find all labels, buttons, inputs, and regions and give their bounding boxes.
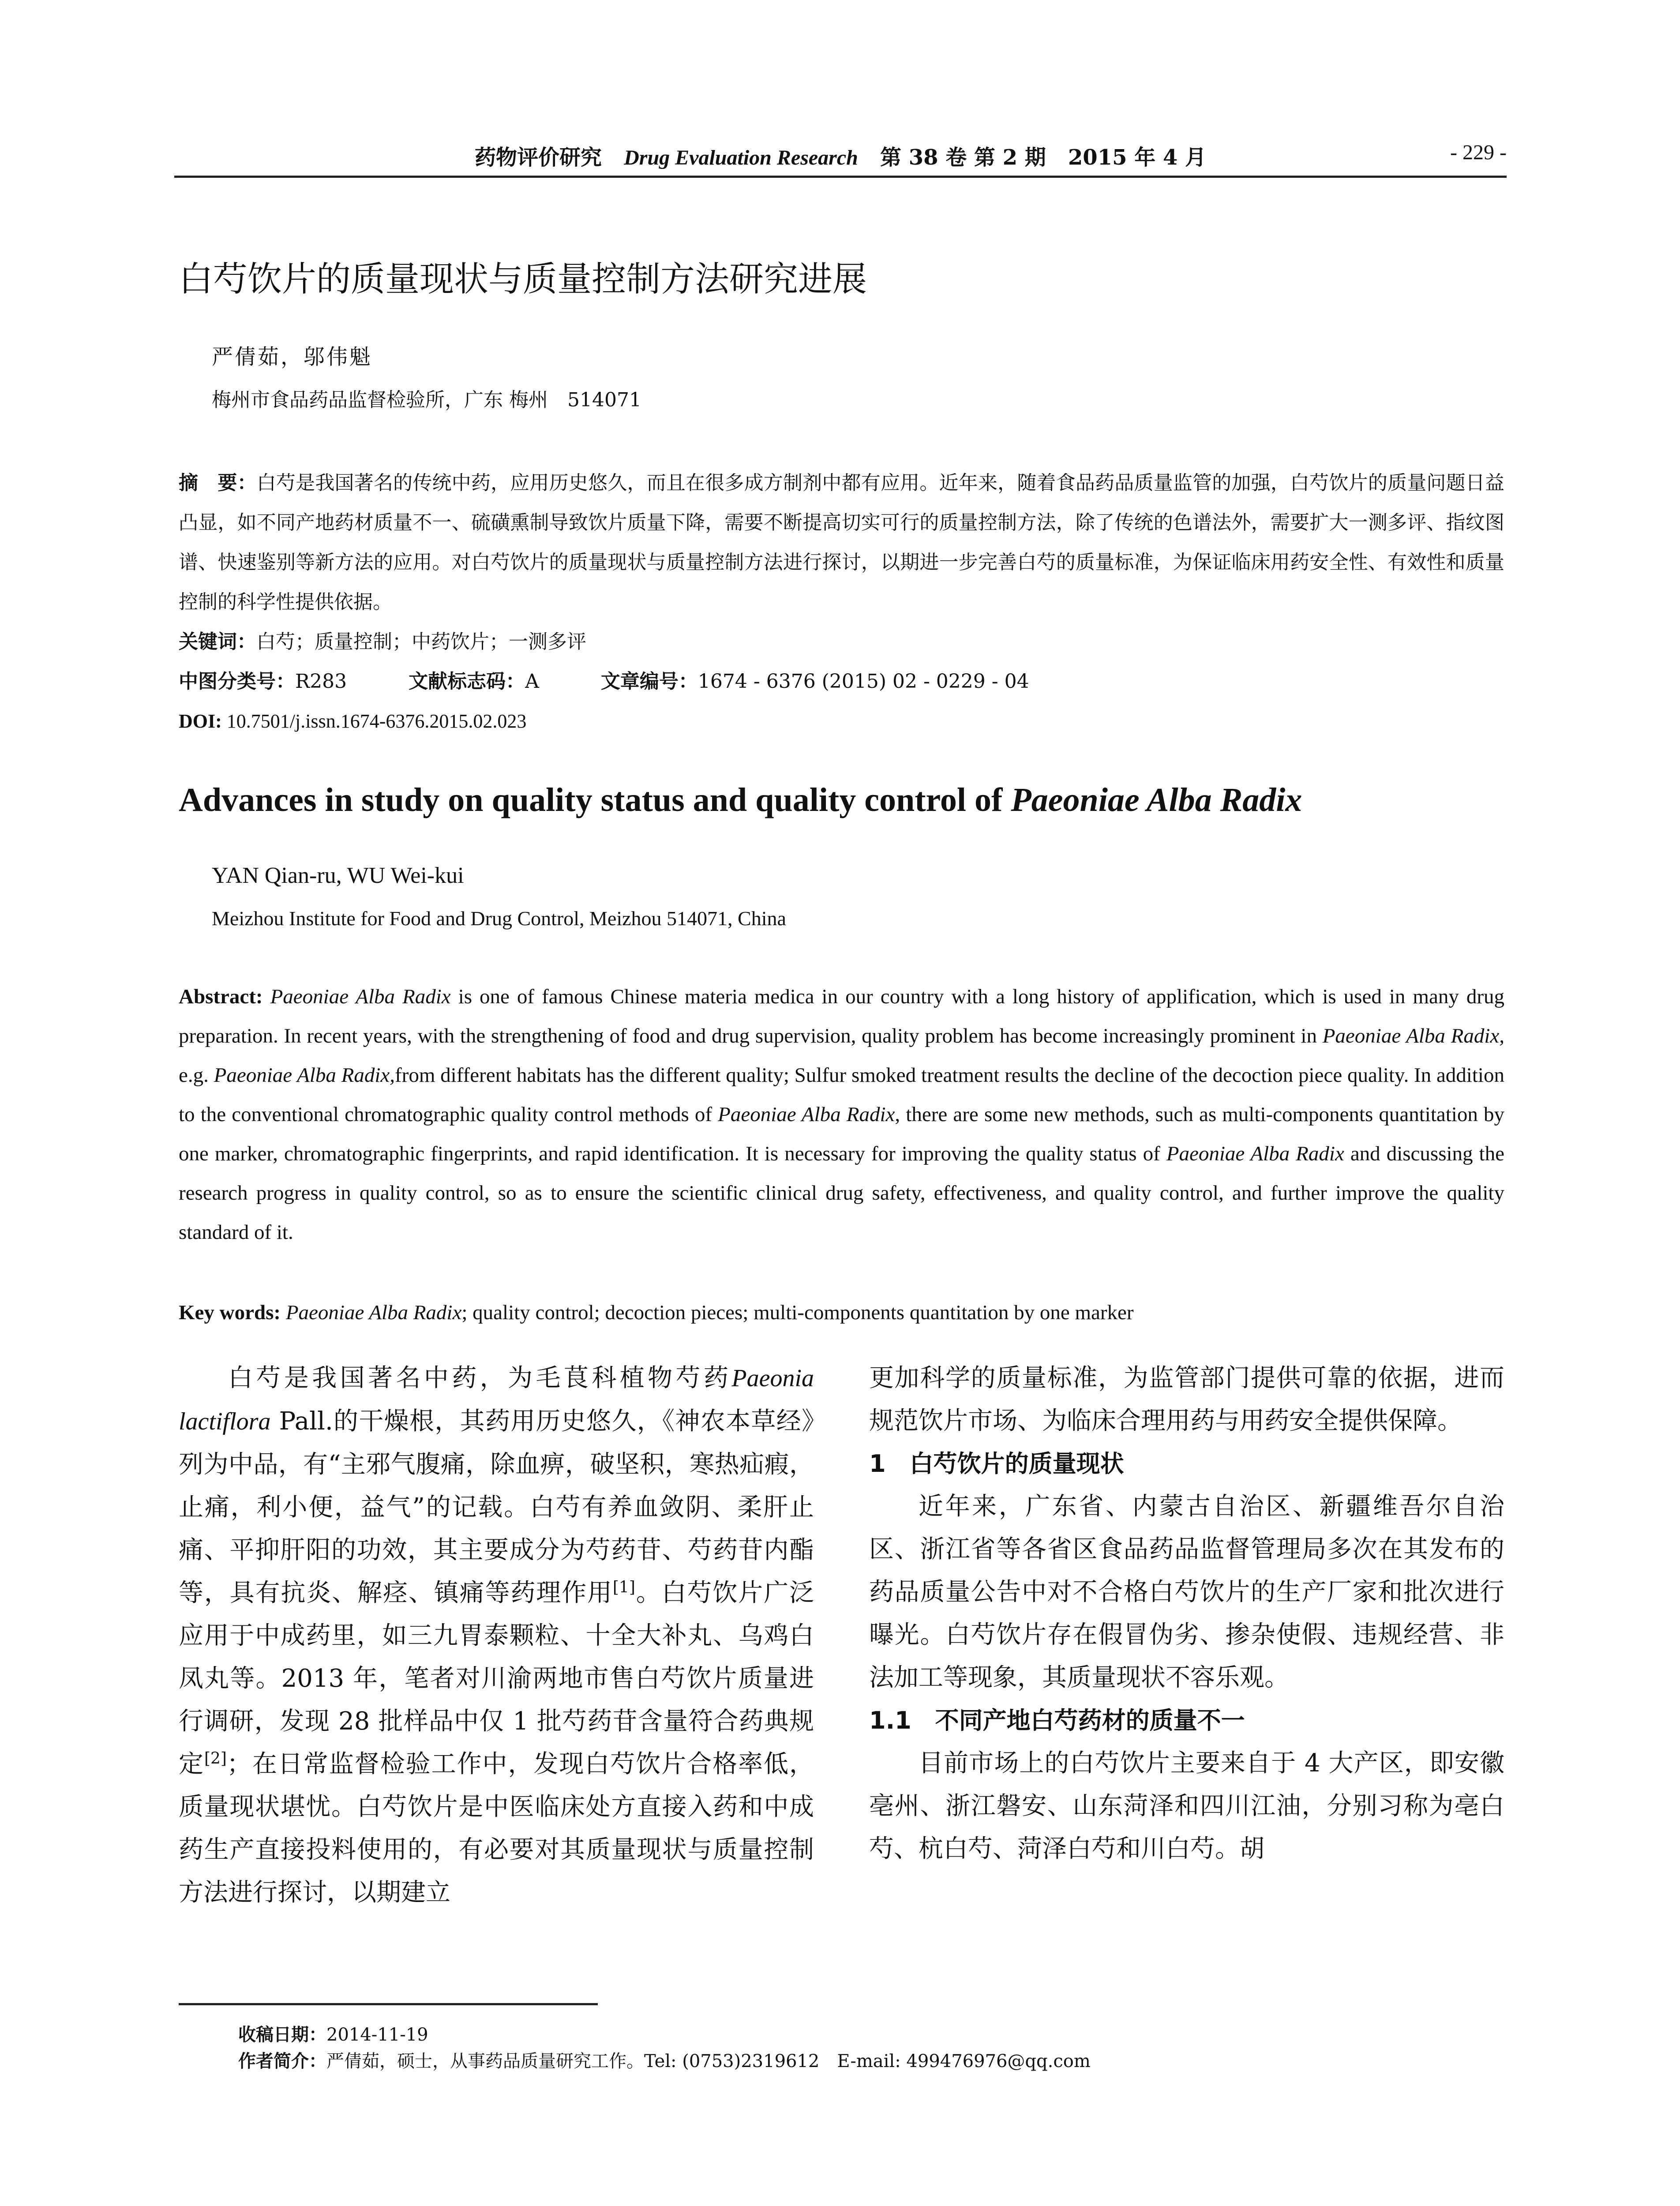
footnote-rule bbox=[179, 2003, 598, 2005]
herb-name: Paeoniae Alba Radix, bbox=[214, 1064, 395, 1087]
article-number bbox=[601, 662, 1029, 702]
class-number-value: R283 bbox=[295, 670, 347, 693]
journal-name-en: Drug Evaluation Research bbox=[624, 146, 858, 169]
abstract-en bbox=[179, 977, 1504, 1252]
page-number: - 229 - bbox=[1450, 141, 1507, 164]
paper-title-en bbox=[179, 781, 1302, 819]
abstract-text-en-5: and discussing the research progress in quality control, so as to ensure the scientific clinical drug safety, effectiveness, and quality control, and further improve the quality standard of it. bbox=[179, 1142, 1504, 1244]
journal-date: 2015 年 4 月 bbox=[1068, 145, 1207, 170]
article-number-label: 文章编号： bbox=[600, 670, 698, 693]
abstract-text-en-3: from different habitats has the different quality; Sulfur smoked treatment results the decline of the decoction piece quality. In addition to the conventional chromatographic quality control methods of bbox=[179, 1064, 1504, 1126]
title-en-text: Advances in study on quality status and quality control of bbox=[179, 781, 1011, 818]
running-header bbox=[174, 140, 1507, 176]
received-date: 2014-11-19 bbox=[326, 2025, 428, 2045]
journal-header bbox=[174, 140, 1507, 171]
keywords-label-cn: 关键词： bbox=[179, 630, 256, 653]
abstract-text-en-2: e.g. bbox=[179, 1064, 214, 1087]
journal-issue: 第 38 卷 第 2 期 bbox=[880, 145, 1046, 170]
class-number bbox=[179, 662, 347, 702]
body-paragraph bbox=[179, 1357, 814, 1914]
paper-title-cn: 白芍饮片的质量现状与质量控制方法研究进展 bbox=[179, 259, 867, 299]
author-bio-label: 作者简介： bbox=[238, 2051, 326, 2071]
doi bbox=[179, 702, 1504, 741]
body-column-right bbox=[869, 1357, 1504, 1870]
abstract-cn bbox=[179, 463, 1504, 622]
abstract-label-en: Abstract: bbox=[179, 985, 263, 1008]
abstract-text-en-1: is one of famous Chinese materia medica in our country with a long history of applification, which is used in many drug preparation. In recent years, with the strengthening of food and drug supervision, quality problem has become increasingly prominent in bbox=[179, 985, 1505, 1047]
abstract-text-cn: 白芍是我国著名的传统中药，应用历史悠久，而且在很多成方制剂中都有应用。近年来，随着食品药品质量监管的加强，白芍饮片的质量问题日益凸显，如不同产地药材质量不一、硫磺熏制导致饮片质量下降，需要不断提高切实可行的质量控制方法，除了传统的色谱法外，需要扩大一测多评、指纹图谱、快速鉴别等新方法的应用。对白芍饮片的质量现状与质量控制方法进行探讨，以期进一步完善白芍的质量标准，为保证临床用药安全性、有效性和质量控制的科学性提供依据。 bbox=[179, 472, 1504, 613]
body-column-left bbox=[179, 1357, 814, 1914]
author-bio-text: 严倩茹，硕士，从事药品质量研究工作。Tel: (0753)2319612 E-mail: 499476976@qq.com bbox=[326, 2051, 1091, 2071]
keywords-cn bbox=[179, 622, 1504, 662]
abstract-text-en-4: , there are some new methods, such as multi-components quantitation by one marker, chromatographic fingerprints, and rapid identification. It is necessary for improving the quality status of bbox=[179, 1103, 1504, 1165]
body-text: 白芍是我国著名中药，为毛茛科植物芍药 bbox=[228, 1364, 732, 1392]
citation-ref[interactable]: [1] bbox=[612, 1578, 635, 1597]
document-code bbox=[409, 662, 539, 702]
class-number-label: 中图分类号： bbox=[179, 670, 295, 693]
herb-name: Paeoniae Alba Radix bbox=[1166, 1142, 1344, 1165]
body-paragraph: 目前市场上的白芍饮片主要来自于 4 大产区，即安徽亳州、浙江磐安、山东菏泽和四川江油，分别习称为亳白芍、杭白芍、菏泽白芍和川白芍。胡 bbox=[869, 1749, 1504, 1863]
authors-en: YAN Qian-ru, WU Wei-kui bbox=[212, 863, 464, 888]
keywords-label-en: Key words: bbox=[179, 1301, 281, 1324]
received-label: 收稿日期： bbox=[238, 2025, 326, 2045]
affiliation-cn: 梅州市食品药品监督检验所，广东 梅州 514071 bbox=[212, 389, 641, 411]
herb-name: Paeoniae Alba Radix, bbox=[1322, 1024, 1504, 1047]
footnote-author-bio bbox=[238, 2047, 1091, 2072]
body-text: ；在日常监督检验工作中，发现白芍饮片合格率低，质量现状堪忧。白芍饮片是中医临床处方直接入药和中成药生产直接投料使用的，有必要对其质量现状与质量控制方法进行探讨，以期建立 bbox=[179, 1750, 814, 1907]
abstract-label-cn: 摘 要： bbox=[179, 472, 257, 494]
body-paragraph: 近年来，广东省、内蒙古自治区、新疆维吾尔自治区、浙江省等各省区食品药品监督管理局多次在其发布的药品质量公告中对不合格白芍饮片的生产厂家和批次进行曝光。白芍饮片存在假冒伪劣、掺杂使假、违规经营、非法加工等现象，其质量现状不容乐观。 bbox=[869, 1492, 1504, 1692]
document-code-label: 文献标志码： bbox=[409, 670, 525, 693]
title-en-herb: Paeoniae Alba Radix bbox=[1011, 781, 1302, 818]
subsection-heading: 1.1 不同产地白芍药材的质量不一 bbox=[869, 1707, 1245, 1734]
herb-name: Paeoniae Alba Radix bbox=[718, 1103, 895, 1126]
body-paragraph: 更加科学的质量标准，为监管部门提供可靠的依据，进而规范饮片市场、为临床合理用药与用药安全提供保障。 bbox=[869, 1364, 1504, 1435]
authors-cn: 严倩茹，邬伟魁 bbox=[212, 345, 373, 369]
affiliation-en: Meizhou Institute for Food and Drug Control, Meizhou 514071, China bbox=[212, 907, 786, 930]
section-heading: 1 白芍饮片的质量现状 bbox=[869, 1450, 1124, 1478]
doi-label: DOI: bbox=[179, 710, 222, 732]
keywords-text-en: ; quality control; decoction pieces; multi-components quantitation by one marker bbox=[461, 1301, 1134, 1324]
keywords-text-cn: 白芍；质量控制；中药饮片；一测多评 bbox=[256, 630, 586, 653]
article-number-value: 1674 - 6376 (2015) 02 - 0229 - 04 bbox=[698, 670, 1029, 693]
document-code-value: A bbox=[525, 670, 539, 693]
journal-name-cn: 药物评价研究 bbox=[474, 145, 602, 170]
body-text: 。白芍饮片广泛应用于中成药里，如三九胃泰颗粒、十全大补丸、乌鸡白凤丸等。2013 年，笔者对川渝两地市售白芍饮片质量进行调研，发现 28 批样品中仅 1 批芍药苷含量符合药典规定 bbox=[179, 1579, 814, 1778]
latin-name: Paeonia lactiflora bbox=[179, 1365, 814, 1435]
body-text: Pall.的干燥根，其药用历史悠久，《神农本草经》列为中品，有“主邪气腹痛，除血痹，破坚积，寒热疝瘕，止痛，利小便，益气”的记载。白芍有养血敛阴、柔肝止痛、平抑肝阳的功效，其主要成分为芍药苷、芍药苷内酯等，具有抗炎、解痉、镇痛等药理作用 bbox=[179, 1407, 814, 1607]
keyword-herb: Paeoniae Alba Radix bbox=[285, 1301, 462, 1324]
footnote-received bbox=[238, 2021, 428, 2046]
herb-name: Paeoniae Alba Radix bbox=[270, 985, 451, 1008]
classification-row bbox=[179, 662, 1504, 702]
keywords-en bbox=[179, 1293, 1504, 1332]
header-rule bbox=[174, 176, 1507, 178]
doi-value[interactable]: 10.7501/j.issn.1674-6376.2015.02.023 bbox=[226, 710, 527, 732]
citation-ref[interactable]: [2] bbox=[204, 1749, 227, 1768]
